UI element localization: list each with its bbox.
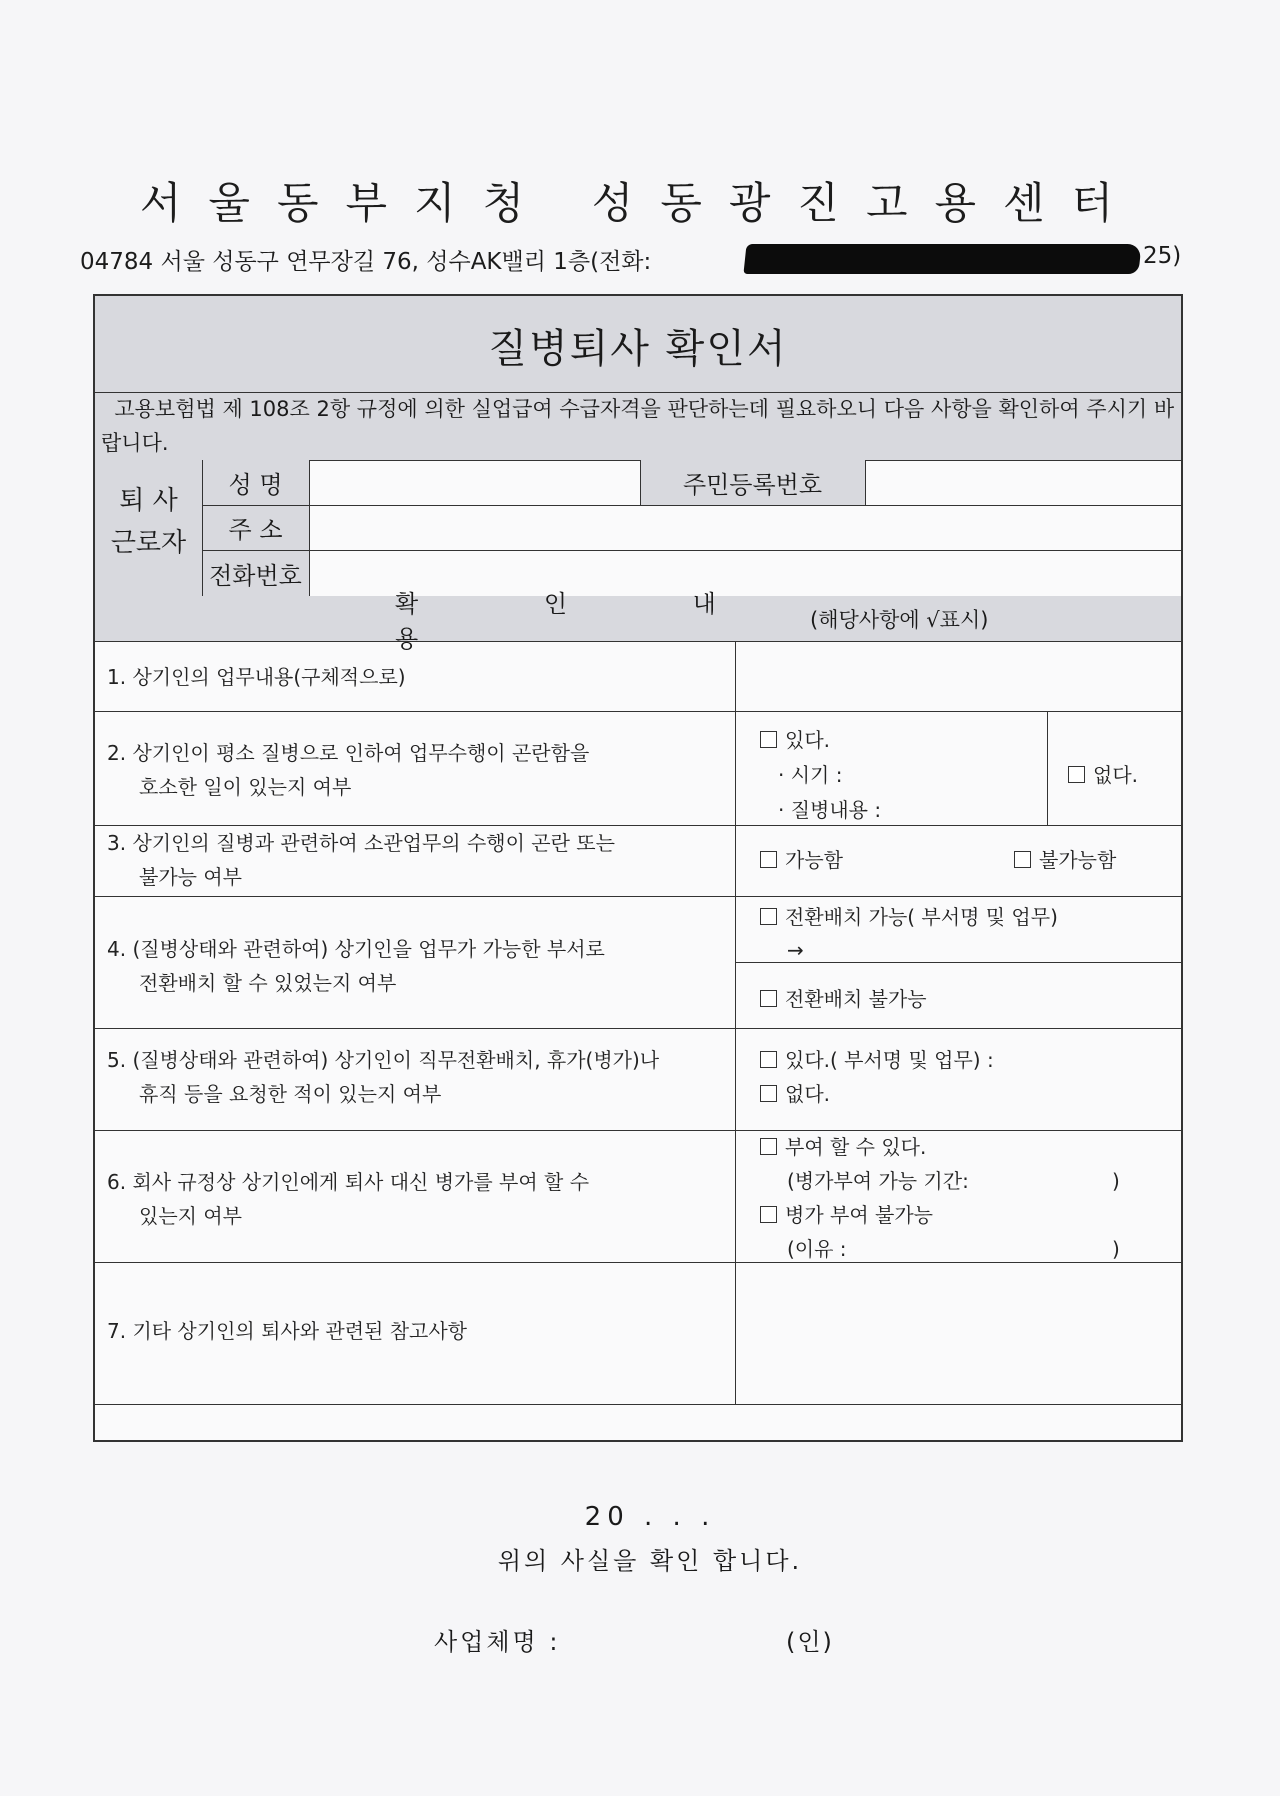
item-2-no-option[interactable]: 없다. (1068, 758, 1138, 792)
item-5-yes-option[interactable]: 있다.( 부서명 및 업무) : (760, 1043, 994, 1077)
checkbox-icon[interactable] (760, 1051, 777, 1068)
agency-address: 04784 서울 성동구 연무장길 76, 성수AK밸리 1층(전화: (80, 249, 652, 275)
checkbox-icon[interactable] (760, 731, 777, 748)
confirm-note: (해당사항에 √표시) (810, 607, 989, 632)
checkbox-icon[interactable] (760, 1085, 777, 1102)
item-3-possible-option[interactable]: 가능함 (760, 843, 843, 877)
item-1-answer-field[interactable] (736, 641, 1181, 711)
item-6-question: 6. 회사 규정상 상기인에게 퇴사 대신 병가를 부여 할 수 (107, 1170, 590, 1194)
address-field[interactable] (309, 505, 1181, 550)
confirmation-form (93, 294, 1183, 1442)
checkbox-icon[interactable] (1014, 851, 1031, 868)
resident-id-label: 주민등록번호 (640, 460, 865, 505)
date-line: 20 . . . (584, 1502, 716, 1532)
item-7-answer-field[interactable] (736, 1262, 1181, 1404)
redaction-mark (743, 244, 1141, 274)
item-2-disease: · 질병내용 : (778, 798, 882, 822)
arrow-icon: → (787, 938, 804, 962)
item-4-transfer-possible-option[interactable]: 전환배치 가능( 부서명 및 업무) (760, 900, 1058, 934)
name-label: 성 명 (202, 460, 309, 505)
confirm-header: 확 인 내 용 (395, 589, 760, 653)
item-6-period-close: ) (1112, 1169, 1120, 1193)
checkbox-icon[interactable] (760, 908, 777, 925)
checkbox-icon[interactable] (760, 990, 777, 1007)
confirmation-statement: 위의 사실을 확인 합니다. (497, 1547, 803, 1575)
item-6-deny-option[interactable]: 병가 부여 불가능 (760, 1198, 933, 1232)
phone-label: 전화번호 (202, 550, 309, 596)
address-label: 주 소 (202, 505, 309, 550)
agency-title: 서울동부지청 성동광진고용센터 (139, 179, 1141, 229)
resident-id-field[interactable] (865, 460, 1181, 505)
item-2-question: 2. 상기인이 평소 질병으로 인하여 업무수행이 곤란함을 (107, 741, 590, 765)
item-4-question-cont: 전환배치 할 수 있었는지 여부 (139, 971, 397, 995)
item-3-question-cont: 불가능 여부 (139, 865, 242, 889)
name-field[interactable] (309, 460, 631, 505)
item-6-reason: (이유 : (787, 1237, 847, 1261)
checkbox-icon[interactable] (760, 1138, 777, 1155)
item-5-question-cont: 휴직 등을 요청한 적이 있는지 여부 (139, 1082, 442, 1106)
item-6-period: (병가부여 가능 기간: (787, 1169, 969, 1193)
item-1-question: 1. 상기인의 업무내용(구체적으로) (107, 665, 406, 689)
item-2-question-cont: 호소한 일이 있는지 여부 (139, 775, 352, 799)
intro-text: 고용보험법 제 108조 2항 규정에 의한 실업급여 수급자격을 판단하는데 필요하오니 다음 사항을 확인하여 주시기 바랍니다. (101, 397, 1175, 455)
document-title: 질병퇴사 확인서 (488, 325, 788, 372)
checkbox-icon[interactable] (760, 851, 777, 868)
item-4-question: 4. (질병상태와 관련하여) 상기인을 업무가 가능한 부서로 (107, 937, 605, 961)
worker-group-label: 퇴 사 (119, 485, 178, 516)
seal-mark: (인) (786, 1628, 834, 1656)
item-6-reason-close: ) (1112, 1237, 1120, 1261)
item-4-transfer-impossible-option[interactable]: 전환배치 불가능 (760, 982, 927, 1016)
item-3-question: 3. 상기인의 질병과 관련하여 소관업무의 수행이 곤란 또는 (107, 831, 615, 855)
company-name-label: 사업체명 : (434, 1628, 561, 1656)
item-2-when: · 시기 : (778, 763, 843, 787)
item-6-question-cont: 있는지 여부 (139, 1204, 242, 1228)
phone-tail: 25) (1143, 243, 1182, 269)
item-5-no-option[interactable]: 없다. (760, 1077, 830, 1111)
worker-group-label-2: 근로자 (110, 527, 187, 558)
checkbox-icon[interactable] (1068, 766, 1085, 783)
item-7-question: 7. 기타 상기인의 퇴사와 관련된 참고사항 (107, 1319, 467, 1343)
item-6-grant-option[interactable]: 부여 할 수 있다. (760, 1130, 926, 1164)
checkbox-icon[interactable] (760, 1206, 777, 1223)
item-2-yes-option[interactable]: 있다. (760, 723, 830, 757)
item-5-question: 5. (질병상태와 관련하여) 상기인이 직무전환배치, 휴가(병가)나 (107, 1048, 660, 1072)
item-3-impossible-option[interactable]: 불가능함 (1014, 843, 1116, 877)
